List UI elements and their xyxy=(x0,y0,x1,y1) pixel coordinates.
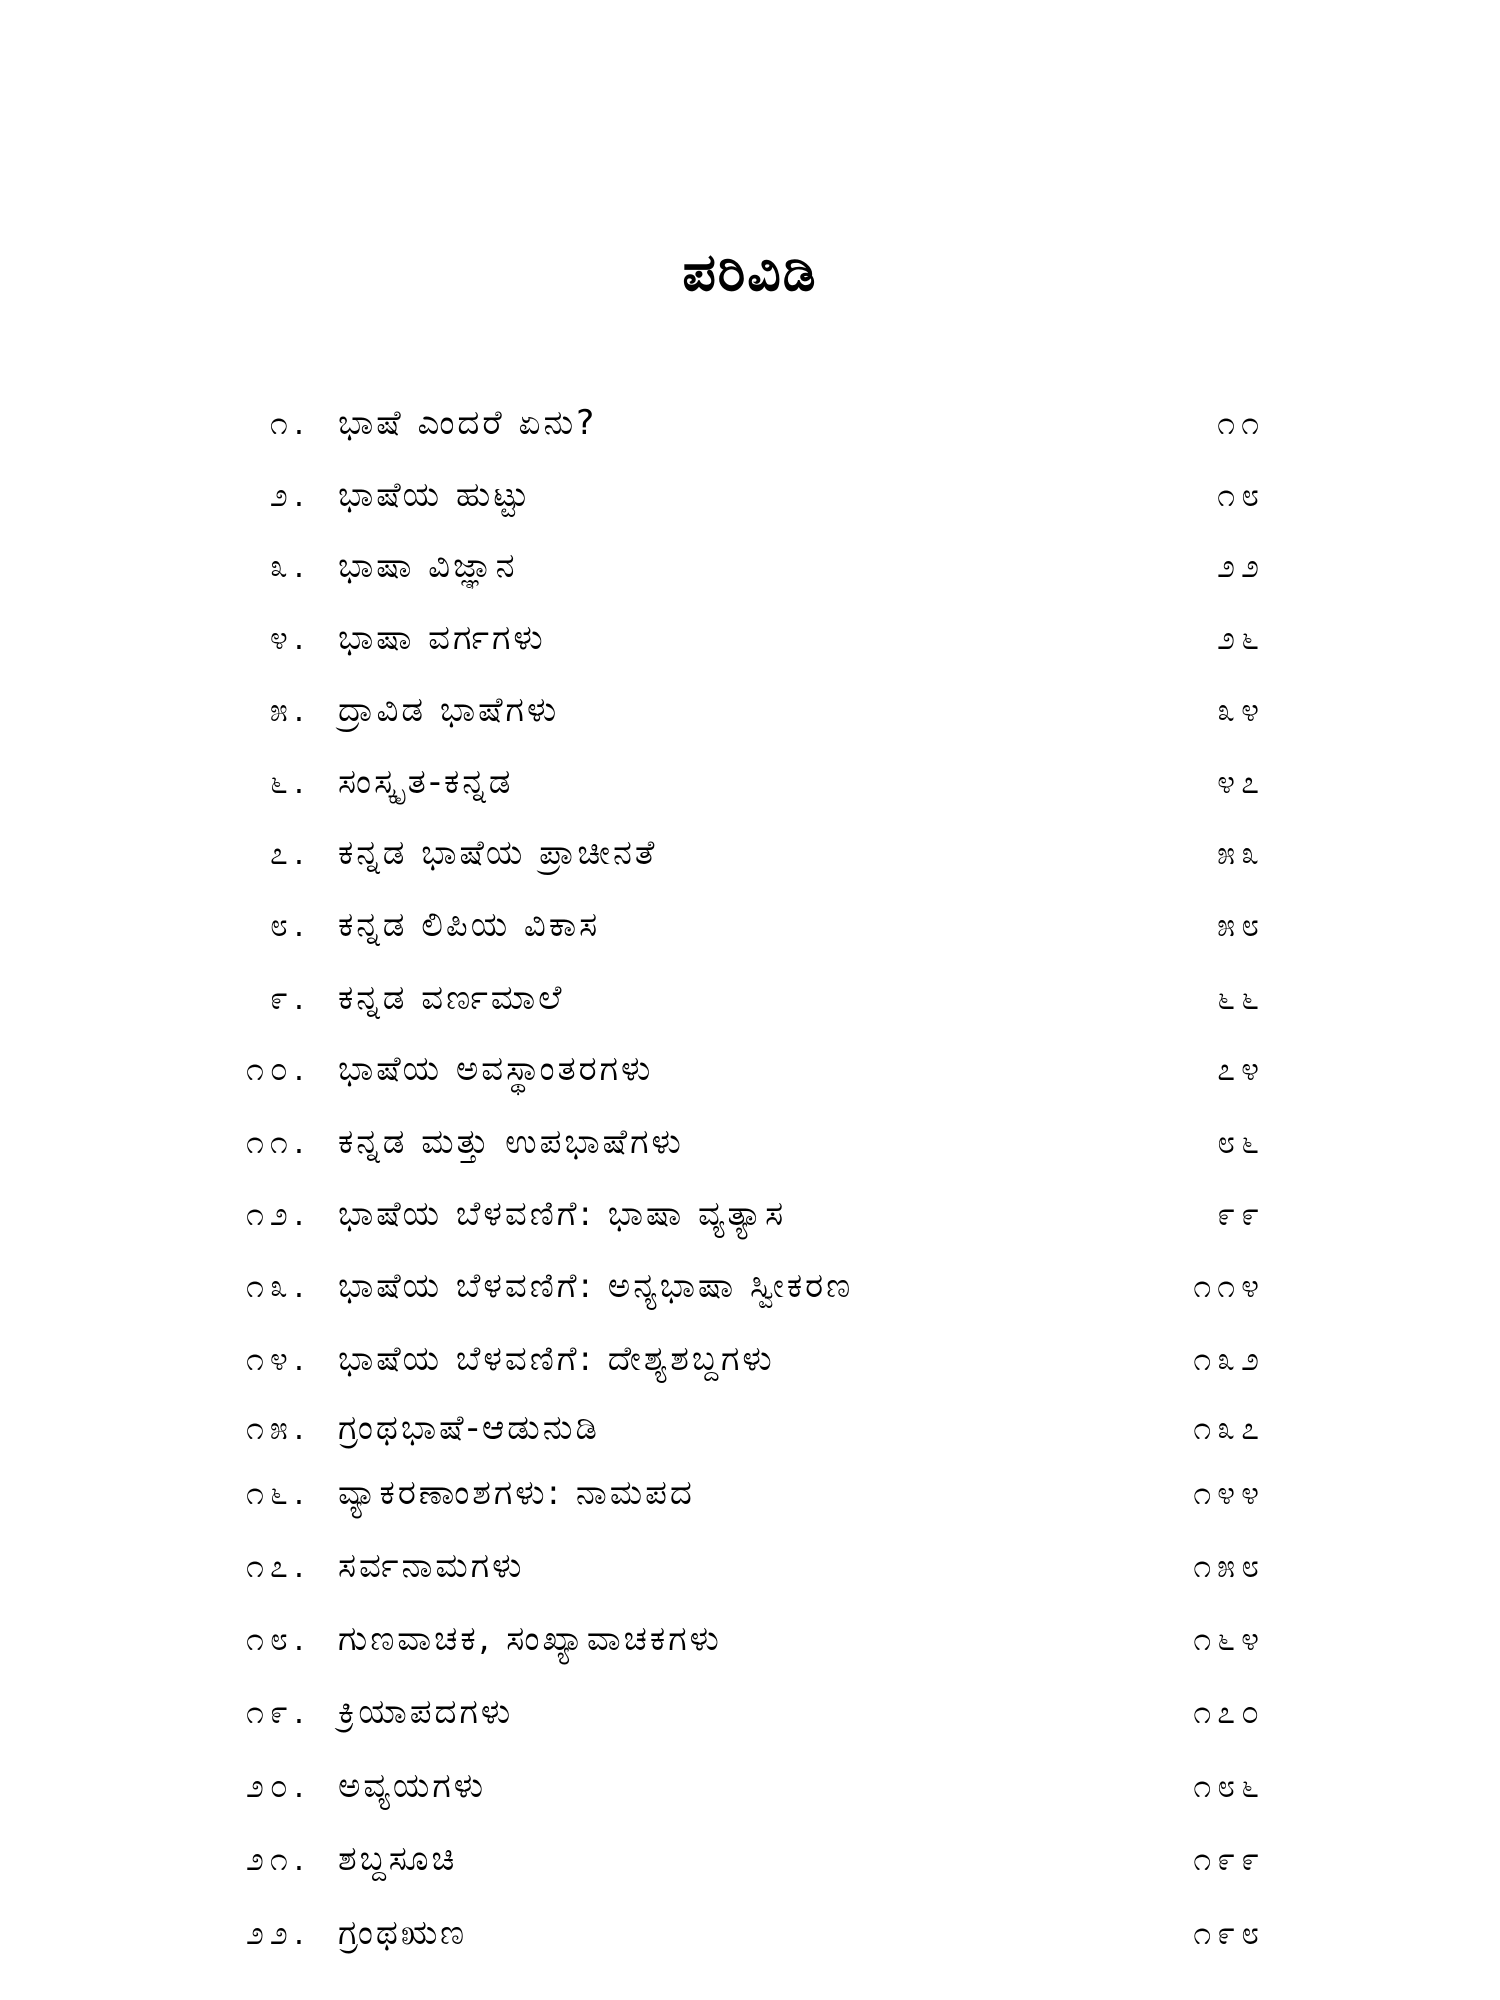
entry-number: ೧೪. xyxy=(245,1340,310,1378)
entry-number: ೨೨. xyxy=(245,1914,310,1952)
entry-page-number: ೭೪ xyxy=(1217,1050,1265,1088)
entry-title: ಭಾಷೆ ಎಂದರೆ ಏನು? xyxy=(338,403,598,443)
entry-page-number: ೧೭೦ xyxy=(1193,1693,1265,1731)
entry-number: ೨. xyxy=(269,476,310,514)
entry-title: ಭಾಷಾ ವರ್ಗಗಳು xyxy=(338,618,546,658)
entry-number: ೪. xyxy=(269,619,310,657)
toc-entry xyxy=(0,1261,1500,1311)
entry-page-number: ೮೬ xyxy=(1217,1123,1265,1161)
entry-title: ಕನ್ನಡ ಲಿಪಿಯ ವಿಕಾಸ xyxy=(338,905,601,945)
entry-title: ಕ್ರಿಯಾಪದಗಳು xyxy=(338,1692,514,1732)
entry-number: ೧೭. xyxy=(245,1547,310,1585)
entry-number: ೧. xyxy=(269,404,310,442)
entry-page-number: ೧೯೯ xyxy=(1193,1840,1265,1878)
entry-page-number: ೨೨ xyxy=(1217,547,1265,585)
entry-title: ಸರ್ವನಾಮಗಳು xyxy=(338,1546,525,1586)
entry-page-number: ೧೮೬ xyxy=(1193,1767,1265,1805)
toc-entry xyxy=(0,685,1500,735)
entry-title: ಭಾಷೆಯ ಬೆಳವಣಿಗೆ: ಅನ್ಯಭಾಷಾ ಸ್ವೀಕರಣ xyxy=(338,1266,854,1306)
toc-entry xyxy=(0,470,1500,520)
entry-title: ಅವ್ಯಯಗಳು xyxy=(338,1766,487,1806)
entry-number: ೩. xyxy=(269,547,310,585)
entry-page-number: ೧೩೨ xyxy=(1193,1340,1265,1378)
entry-number: ೯. xyxy=(269,979,310,1017)
entry-title: ವ್ಯಾಕರಣಾಂಶಗಳು: ನಾಮಪದ xyxy=(338,1473,695,1513)
entry-title: ಭಾಷೆಯ ಬೆಳವಣಿಗೆ: ದೇಶ್ಯಶಬ್ದಗಳು xyxy=(338,1339,775,1379)
entry-title: ದ್ರಾವಿಡ ಭಾಷೆಗಳು xyxy=(338,690,560,730)
entry-page-number: ೫೩ xyxy=(1217,834,1265,872)
entry-page-number: ೧೪೪ xyxy=(1193,1474,1265,1512)
entry-number: ೧೫. xyxy=(245,1409,310,1447)
entry-title: ಶಬ್ದಸೂಚಿ xyxy=(338,1839,458,1879)
entry-page-number: ೬೬ xyxy=(1217,979,1265,1017)
toc-entry xyxy=(0,1044,1500,1094)
toc-entry xyxy=(0,973,1500,1023)
toc-entry xyxy=(0,1403,1500,1453)
toc-entry xyxy=(0,1468,1500,1518)
entry-page-number: ೪೭ xyxy=(1217,763,1265,801)
toc-entry xyxy=(0,1614,1500,1664)
entry-page-number: ೯೯ xyxy=(1217,1195,1265,1233)
toc-entry xyxy=(0,398,1500,448)
entry-title: ಗ್ರಂಥಋಣ xyxy=(338,1913,468,1953)
entry-page-number: ೧೩೭ xyxy=(1193,1409,1265,1447)
entry-number: ೧೦. xyxy=(245,1050,310,1088)
entry-page-number: ೧೧೪ xyxy=(1193,1267,1265,1305)
entry-page-number: ೧೬೪ xyxy=(1193,1620,1265,1658)
entry-number: ೫. xyxy=(269,691,310,729)
entry-page-number: ೧೫೮ xyxy=(1193,1547,1265,1585)
entry-page-number: ೩೪ xyxy=(1217,691,1265,729)
entry-page-number: ೧೧ xyxy=(1217,404,1265,442)
entry-page-number: ೫೮ xyxy=(1217,906,1265,944)
toc-entry xyxy=(0,900,1500,950)
entry-page-number: ೨೬ xyxy=(1217,619,1265,657)
entry-page-number: ೧೮ xyxy=(1217,476,1265,514)
entry-title: ಗ್ರಂಥಭಾಷೆ-ಆಡುನುಡಿ xyxy=(338,1408,600,1448)
entry-title: ಗುಣವಾಚಕ, ಸಂಖ್ಯಾವಾಚಕಗಳು xyxy=(338,1619,722,1659)
entry-number: ೭. xyxy=(269,834,310,872)
entry-title: ಭಾಷೆಯ ಹುಟ್ಟು xyxy=(338,475,532,515)
entry-number: ೨೦. xyxy=(245,1767,310,1805)
entry-number: ೧೧. xyxy=(245,1123,310,1161)
entry-number: ೬. xyxy=(269,763,310,801)
toc-entry xyxy=(0,1189,1500,1239)
entry-title: ಸಂಸ್ಕೃತ-ಕನ್ನಡ xyxy=(338,762,514,802)
entry-title: ಕನ್ನಡ ಮತ್ತು ಉಪಭಾಷೆಗಳು xyxy=(338,1122,684,1162)
toc-entry xyxy=(0,757,1500,807)
entry-page-number: ೧೯೮ xyxy=(1193,1914,1265,1952)
entry-number: ೧೨. xyxy=(245,1195,310,1233)
toc-entry xyxy=(0,1687,1500,1737)
toc-entry xyxy=(0,828,1500,878)
entry-number: ೧೯. xyxy=(245,1693,310,1731)
toc-entry xyxy=(0,541,1500,591)
entry-number: ೧೬. xyxy=(245,1474,310,1512)
toc-entry xyxy=(0,1834,1500,1884)
entry-title: ಕನ್ನಡ ವರ್ಣಮಾಲೆ xyxy=(338,978,565,1018)
entry-title: ಭಾಷಾ ವಿಜ್ಞಾನ xyxy=(338,546,518,586)
entry-title: ಭಾಷೆಯ ಅವಸ್ಥಾಂತರಗಳು xyxy=(338,1049,654,1089)
toc-entry xyxy=(0,1541,1500,1591)
entry-number: ೮. xyxy=(269,906,310,944)
page-title: ಪರಿವಿಡಿ xyxy=(682,243,818,303)
entry-number: ೨೧. xyxy=(245,1840,310,1878)
entry-title: ಭಾಷೆಯ ಬೆಳವಣಿಗೆ: ಭಾಷಾ ವ್ಯತ್ಯಾಸ xyxy=(338,1194,787,1234)
toc-entry xyxy=(0,1334,1500,1384)
entry-number: ೧೩. xyxy=(245,1267,310,1305)
toc-entry xyxy=(0,1908,1500,1958)
entry-title: ಕನ್ನಡ ಭಾಷೆಯ ಪ್ರಾಚೀನತೆ xyxy=(338,833,658,873)
toc-entry xyxy=(0,1117,1500,1167)
toc-entry xyxy=(0,1761,1500,1811)
toc-entry xyxy=(0,613,1500,663)
entry-number: ೧೮. xyxy=(245,1620,310,1658)
